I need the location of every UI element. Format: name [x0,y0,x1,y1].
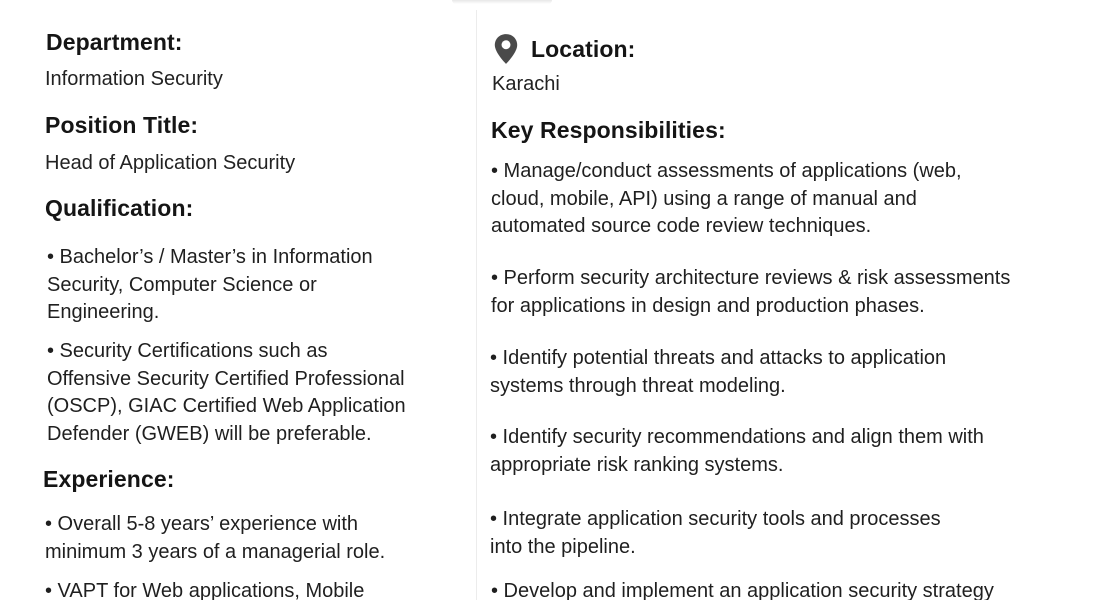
bullet-line: • Bachelor’s / Master’s in Information [47,246,373,268]
location-pin-icon [493,33,519,65]
department-value: Information Security [45,68,223,90]
responsibility-item [491,578,994,600]
bullet-line: for applications in design and production phases. [491,294,925,317]
bullet-line: • Overall 5-8 years’ experience with [45,513,359,535]
experience-item [45,578,364,600]
bullet-line: into the pipeline. [490,535,636,558]
bullet-line: Offensive Security Certified Professional [47,367,405,390]
bullet-line: • Security Certifications such as [47,340,328,362]
qualification-item [47,338,406,448]
bullet-line: • Identify potential threats and attacks to application [490,347,947,369]
column-divider [476,10,477,600]
responsibility-item [490,424,984,479]
department-heading: Department: [46,29,183,55]
experience-heading: Experience: [43,466,175,492]
position-title-heading: Position Title: [45,112,199,138]
bullet-line: • Perform security architecture reviews & risk assessments [491,267,1011,289]
bullet-line: • VAPT for Web applications, Mobile [45,580,365,600]
responsibility-item [491,158,962,241]
location-heading: Location: [531,36,636,62]
bullet-line: automated source code review techniques. [491,215,872,237]
key-responsibilities-heading: Key Responsibilities: [491,117,726,143]
bullet-line: Defender (GWEB) will be preferable. [47,422,372,445]
top-edge-mark [452,0,552,4]
bullet-line: Security, Computer Science or [47,273,317,296]
responsibility-item [490,345,946,400]
bullet-line: • Develop and implement an application security strategy [491,580,994,600]
bullet-line: • Integrate application security tools and processes [490,508,941,530]
qualification-heading: Qualification: [45,195,194,221]
position-title-value: Head of Application Security [45,152,296,174]
bullet-line: • Identify security recommendations and align them with [490,426,984,448]
responsibility-item [491,265,1010,320]
bullet-line: cloud, mobile, API) using a range of manual and [491,187,917,210]
bullet-line: minimum 3 years of a managerial role. [45,540,386,563]
qualification-item [47,244,373,327]
responsibility-item [490,506,941,561]
bullet-line: (OSCP), GIAC Certified Web Application [47,395,406,417]
bullet-line: systems through threat modeling. [490,374,786,397]
experience-item [45,511,385,566]
bullet-line: appropriate risk ranking systems. [490,453,784,476]
location-value: Karachi [492,73,560,95]
bullet-line: • Manage/conduct assessments of applications (web, [491,160,962,182]
bullet-line: Engineering. [47,301,160,323]
